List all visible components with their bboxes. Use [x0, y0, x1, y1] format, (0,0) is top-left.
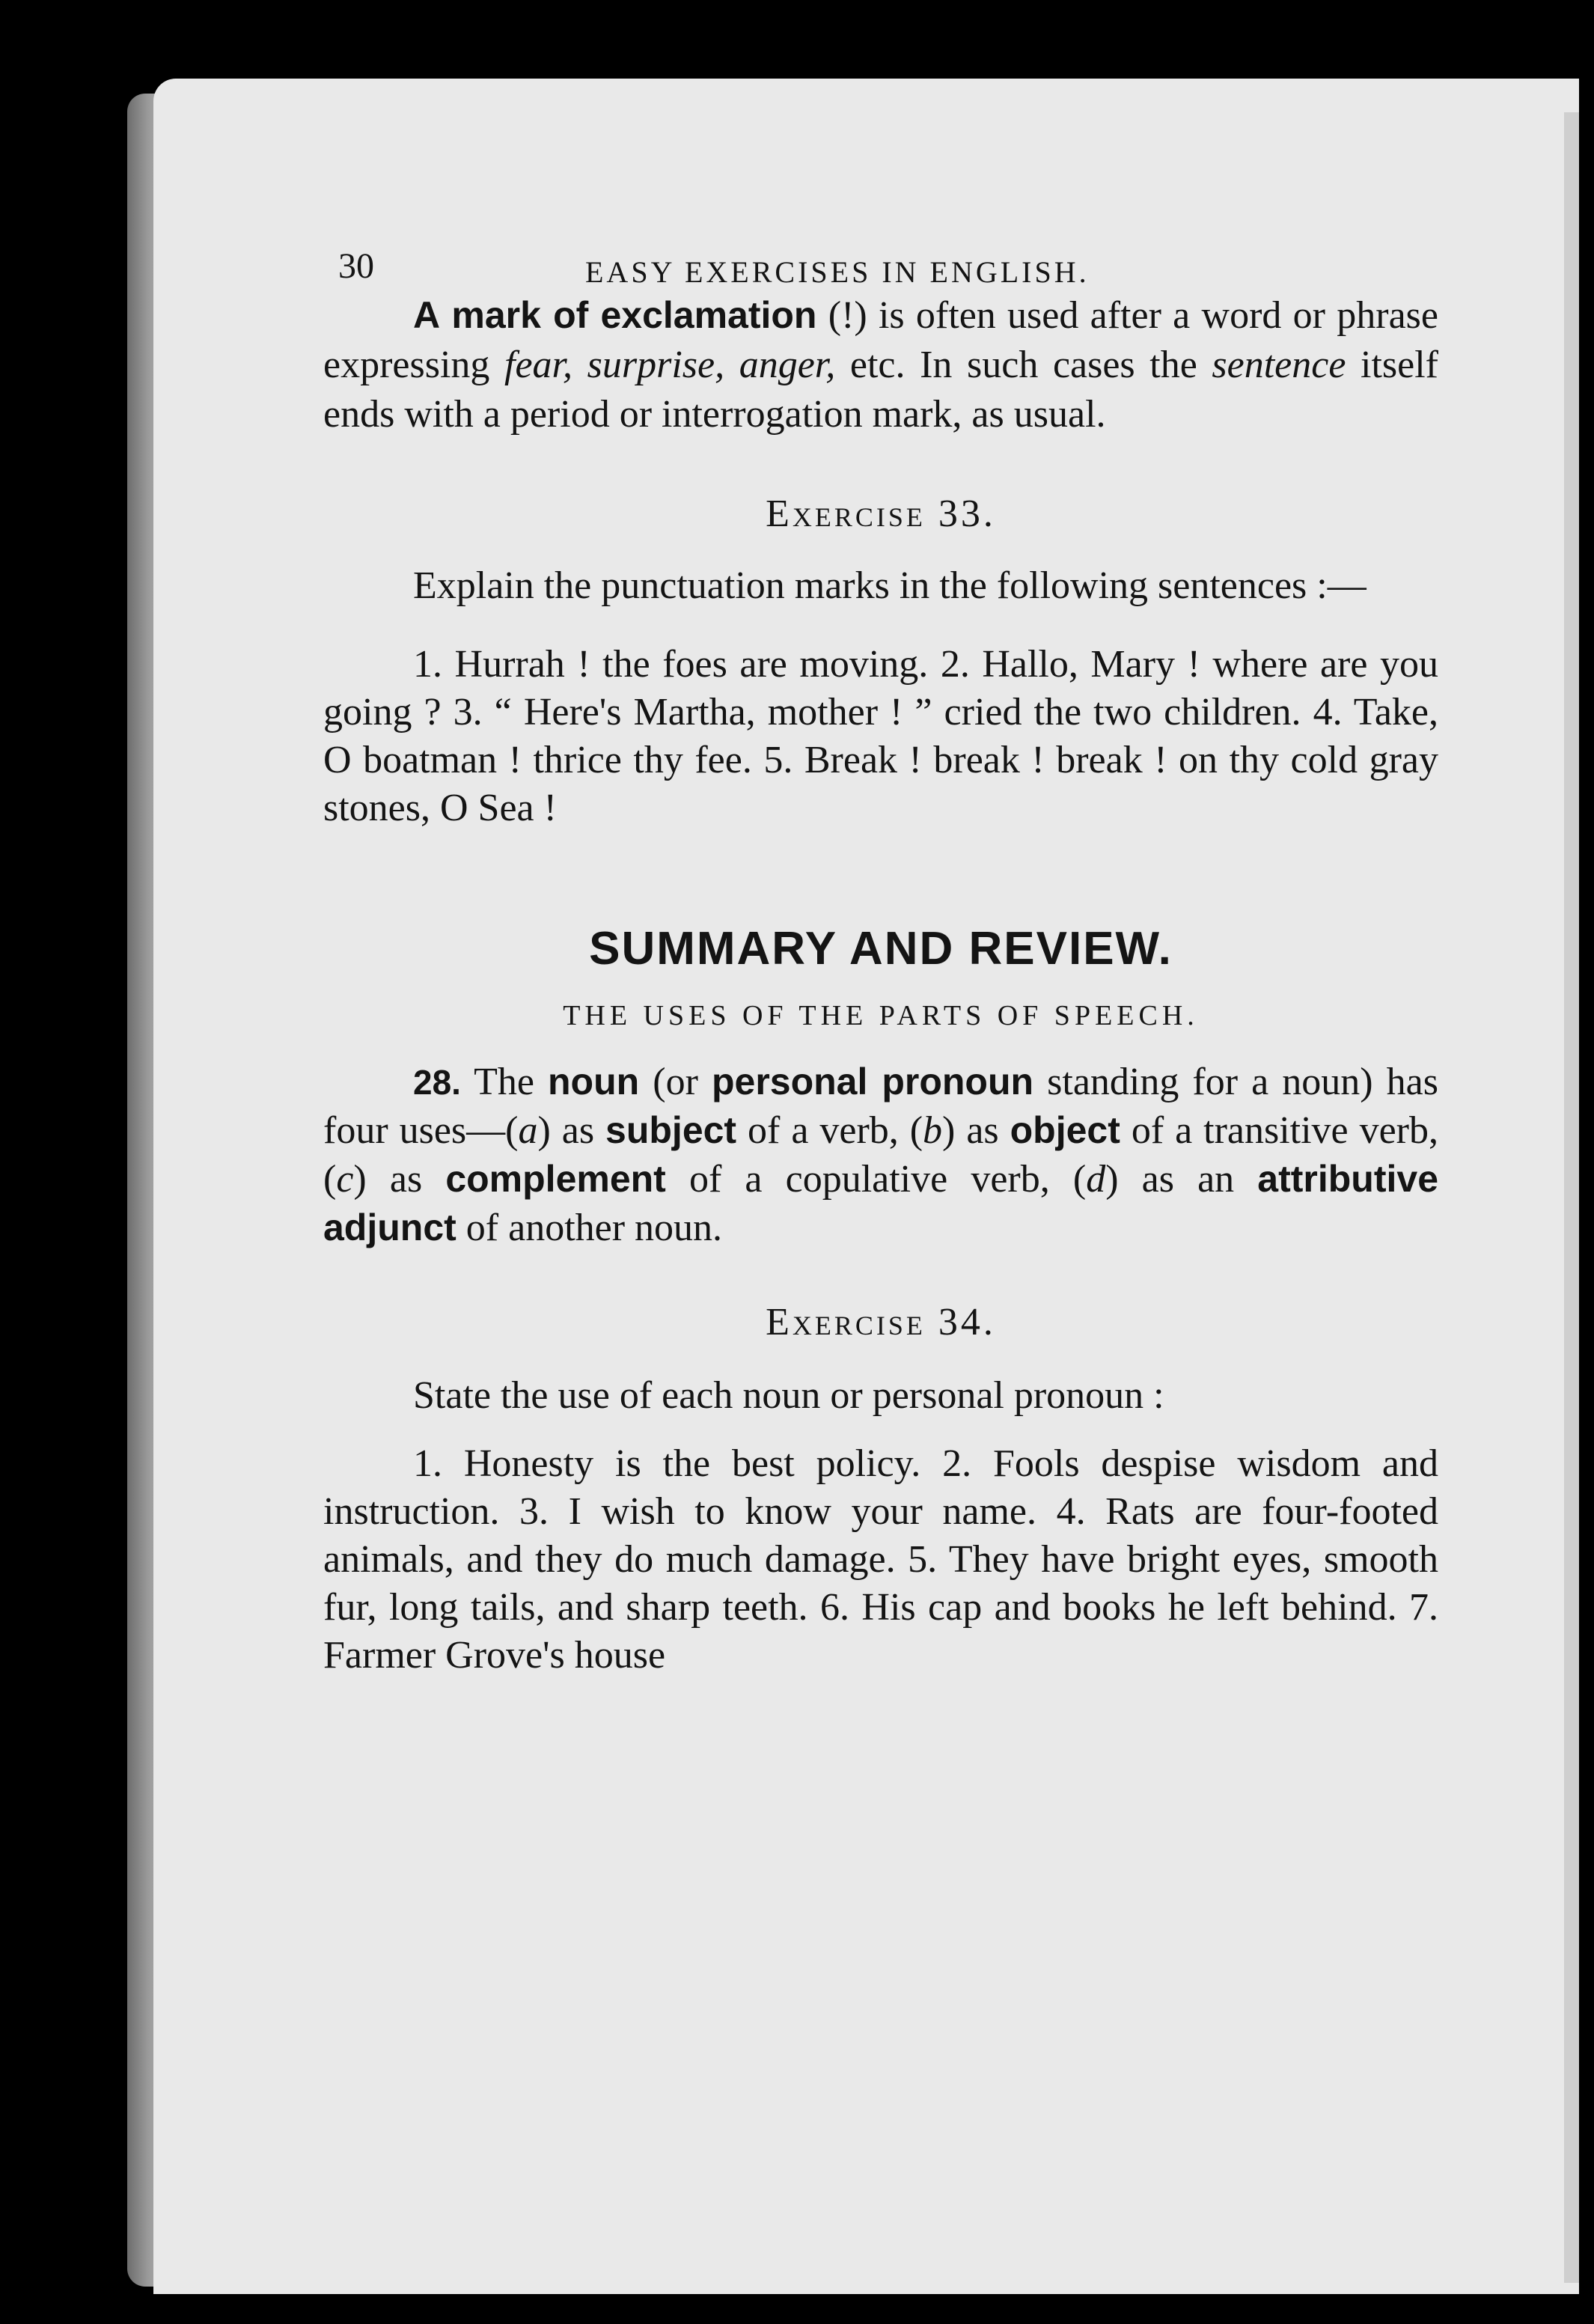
exercise-33-instruction: Explain the punctuation marks in the following sentences :— [413, 564, 1366, 607]
running-title: EASY EXERCISES IN ENGLISH. [585, 255, 1090, 289]
running-head [323, 225, 1438, 289]
exercise-33-sentences: 1. Hurrah ! the foes are moving. 2. Hallo, Mary ! where are you going ? 3. “ Here's Martha, mother ! ” cried the two children. 4. Take, O boatman ! thrice thy fee. 5. Break ! break ! break ! on thy cold gray stones, O Sea ! [323, 643, 1438, 829]
letter-b: b [923, 1109, 943, 1152]
exclamation-text-3: itself ends with a period or interrogation mark, as usual. [323, 344, 1439, 436]
paragraph-28-number: 28. [413, 1063, 461, 1102]
exercise-34-instruction: State the use of each noun or personal pronoun : [413, 1374, 1164, 1417]
summary-title: SUMMARY AND REVIEW. [589, 923, 1173, 975]
exclamation-text-2: etc. In such cases the [835, 344, 1212, 386]
p28-text-6: ) as [942, 1109, 1010, 1152]
p28-text-8: ) as [353, 1158, 446, 1201]
p28-text-11: of another noun. [456, 1207, 723, 1249]
term-noun: noun [548, 1061, 640, 1102]
page-content [323, 225, 1438, 1680]
term-object: object [1010, 1109, 1120, 1151]
term-mark-of-exclamation: mark of exclamation [451, 294, 817, 336]
term-complement: complement [445, 1158, 666, 1200]
p28-text-1: The [460, 1061, 549, 1103]
exclamation-text-1: (!) is often used after a word or phrase expressing [323, 294, 1438, 386]
p28-text-4: ) as [537, 1109, 606, 1152]
exercise-33-heading: Exercise 33. [766, 492, 996, 535]
paragraph-28 [323, 1058, 1438, 1252]
term-personal-pronoun: personal pronoun [711, 1061, 1034, 1102]
p28-text-5: of a verb, ( [736, 1109, 923, 1152]
term-attributive-adjunct: attributive adjunct [323, 1158, 1438, 1248]
page-edge [1564, 112, 1579, 2283]
page-number: 30 [338, 246, 374, 286]
exclamation-lead-word: A [413, 294, 441, 336]
summary-subtitle: THE USES OF THE PARTS OF SPEECH. [563, 1000, 1199, 1031]
word-sentence: sentence [1212, 344, 1346, 386]
word-anger: anger, [739, 344, 836, 386]
word-fear: fear, [504, 344, 573, 386]
word-surprise: surprise, [587, 344, 725, 386]
p28-text-3: standing for a noun) has four uses—( [323, 1061, 1439, 1152]
letter-a: a [518, 1109, 538, 1152]
p28-text-2: (or [639, 1061, 712, 1103]
p28-text-10: ) as an [1105, 1158, 1258, 1201]
exercise-34-sentences: 1. Honesty is the best policy. 2. Fools despise wisdom and instruction. 3. I wish to know your name. 4. Rats are four-footed animals, and they do much damage. 5. They have bright eyes, smooth fur, long tails, and sharp teeth. 6. His cap and books he left behind. 7. Farmer Grove's house [323, 1442, 1438, 1677]
p28-text-7: of a transitive verb, ( [323, 1109, 1438, 1201]
letter-c: c [336, 1158, 354, 1201]
exercise-34-heading: Exercise 34. [766, 1301, 996, 1344]
letter-d: d [1086, 1158, 1106, 1201]
p28-text-9: of a copulative verb, ( [665, 1158, 1087, 1201]
exclamation-paragraph [323, 290, 1438, 439]
term-subject: subject [605, 1109, 737, 1151]
